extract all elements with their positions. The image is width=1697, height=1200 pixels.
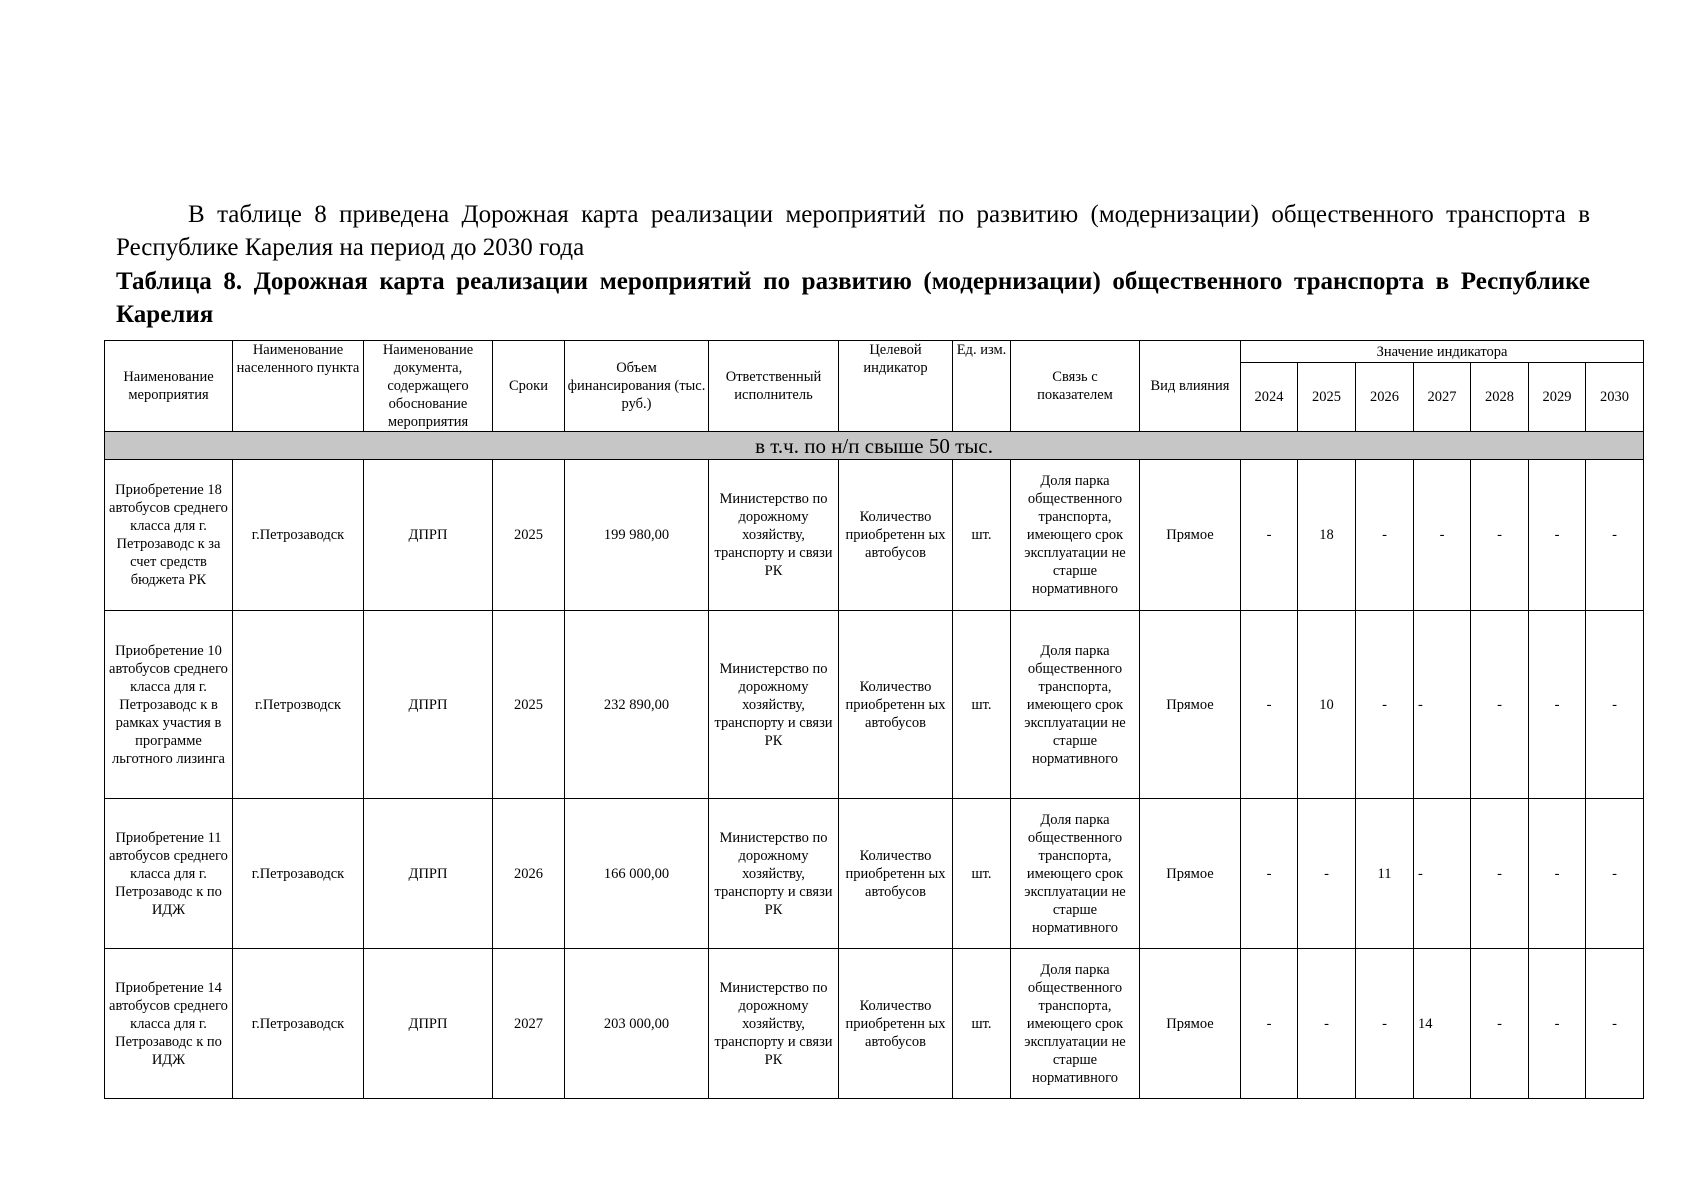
header-influence: Вид влияния — [1140, 341, 1241, 432]
intro-paragraph: В таблице 8 приведена Дорожная карта реализации мероприятий по развитию (модернизации) общественного транспорта в Республике Карелия на период до 2030 года — [116, 201, 1590, 261]
cell-value: - — [1586, 949, 1644, 1099]
header-settlement: Наименование населенного пункта — [233, 341, 364, 432]
cell-value: - — [1356, 611, 1414, 799]
header-year: 2024 — [1241, 363, 1298, 432]
cell-executor: Министерство по дорожному хозяйству, транспорту и связи РК — [709, 799, 839, 949]
header-year: 2030 — [1586, 363, 1644, 432]
cell-value: - — [1241, 611, 1298, 799]
cell-indicator: Количество приобретенн ых автобусов — [839, 799, 953, 949]
header-year: 2026 — [1356, 363, 1414, 432]
cell-value: - — [1356, 949, 1414, 1099]
cell-influence: Прямое — [1140, 611, 1241, 799]
table-row — [105, 949, 1644, 1099]
header-unit: Ед. изм. — [953, 341, 1011, 432]
cell-link: Доля парка общественного транспорта, имеющего срок эксплуатации не старше нормативного — [1011, 611, 1140, 799]
cell-value: - — [1241, 949, 1298, 1099]
header-year: 2025 — [1298, 363, 1356, 432]
cell-event: Приобретение 18 автобусов среднего класса для г. Петрозаводс к за счет средств бюджета РК — [105, 460, 233, 611]
cell-document: ДПРП — [364, 799, 493, 949]
cell-value: - — [1241, 799, 1298, 949]
cell-value: - — [1414, 799, 1471, 949]
cell-settlement: г.Петрозаводск — [233, 949, 364, 1099]
cell-value: 14 — [1414, 949, 1471, 1099]
cell-value: - — [1414, 460, 1471, 611]
cell-value: - — [1471, 460, 1529, 611]
cell-value: - — [1529, 611, 1586, 799]
cell-link: Доля парка общественного транспорта, имеющего срок эксплуатации не старше нормативного — [1011, 799, 1140, 949]
group-row — [105, 432, 1644, 460]
header-document: Наименование документа, содержащего обоснование мероприятия — [364, 341, 493, 432]
cell-value: - — [1586, 460, 1644, 611]
cell-value: 18 — [1298, 460, 1356, 611]
cell-unit: шт. — [953, 949, 1011, 1099]
cell-value: - — [1298, 949, 1356, 1099]
cell-value: - — [1529, 799, 1586, 949]
cell-executor: Министерство по дорожному хозяйству, транспорту и связи РК — [709, 611, 839, 799]
header-indicator-value: Значение индикатора — [1241, 341, 1644, 363]
cell-financing: 166 000,00 — [565, 799, 709, 949]
table-title: Таблица 8. Дорожная карта реализации мероприятий по развитию (модернизации) общественного транспорта в Республике Карелия — [116, 268, 1590, 328]
cell-term: 2026 — [493, 799, 565, 949]
header-event-name: Наименование мероприятия — [105, 341, 233, 432]
cell-indicator: Количество приобретенн ых автобусов — [839, 949, 953, 1099]
cell-value: - — [1471, 949, 1529, 1099]
cell-value: - — [1586, 799, 1644, 949]
table-row — [105, 460, 1644, 611]
group-label: в т.ч. по н/п свыше 50 тыс. — [105, 432, 1644, 460]
table-row — [105, 799, 1644, 949]
cell-influence: Прямое — [1140, 799, 1241, 949]
header-year: 2027 — [1414, 363, 1471, 432]
cell-document: ДПРП — [364, 949, 493, 1099]
cell-value: - — [1529, 460, 1586, 611]
header-link: Связь с показателем — [1011, 341, 1140, 432]
cell-event: Приобретение 14 автобусов среднего класса для г. Петрозаводс к по ИДЖ — [105, 949, 233, 1099]
cell-indicator: Количество приобретенн ых автобусов — [839, 460, 953, 611]
cell-link: Доля парка общественного транспорта, имеющего срок эксплуатации не старше нормативного — [1011, 949, 1140, 1099]
cell-value: - — [1241, 460, 1298, 611]
cell-value: - — [1529, 949, 1586, 1099]
header-executor: Ответственный исполнитель — [709, 341, 839, 432]
cell-financing: 199 980,00 — [565, 460, 709, 611]
cell-document: ДПРП — [364, 611, 493, 799]
cell-executor: Министерство по дорожному хозяйству, транспорту и связи РК — [709, 460, 839, 611]
cell-influence: Прямое — [1140, 460, 1241, 611]
cell-financing: 203 000,00 — [565, 949, 709, 1099]
cell-unit: шт. — [953, 460, 1011, 611]
cell-event: Приобретение 10 автобусов среднего класса для г. Петрозаводс к в рамках участия в программе льготного лизинга — [105, 611, 233, 799]
cell-term: 2027 — [493, 949, 565, 1099]
cell-executor: Министерство по дорожному хозяйству, транспорту и связи РК — [709, 949, 839, 1099]
header-year: 2029 — [1529, 363, 1586, 432]
cell-value: - — [1414, 611, 1471, 799]
roadmap-table — [104, 340, 1644, 1099]
cell-value: - — [1471, 799, 1529, 949]
cell-settlement: г.Петрозаводск — [233, 799, 364, 949]
cell-value: - — [1471, 611, 1529, 799]
header-financing: Объем финансирования (тыс. руб.) — [565, 341, 709, 432]
cell-value: - — [1586, 611, 1644, 799]
cell-value: - — [1356, 460, 1414, 611]
cell-value: 11 — [1356, 799, 1414, 949]
cell-financing: 232 890,00 — [565, 611, 709, 799]
cell-event: Приобретение 11 автобусов среднего класса для г. Петрозаводс к по ИДЖ — [105, 799, 233, 949]
header-year: 2028 — [1471, 363, 1529, 432]
cell-link: Доля парка общественного транспорта, имеющего срок эксплуатации не старше нормативного — [1011, 460, 1140, 611]
table-row — [105, 611, 1644, 799]
cell-value: - — [1298, 799, 1356, 949]
cell-term: 2025 — [493, 611, 565, 799]
cell-influence: Прямое — [1140, 949, 1241, 1099]
header-indicator: Целевой индикатор — [839, 341, 953, 432]
cell-indicator: Количество приобретенн ых автобусов — [839, 611, 953, 799]
cell-term: 2025 — [493, 460, 565, 611]
cell-document: ДПРП — [364, 460, 493, 611]
cell-unit: шт. — [953, 799, 1011, 949]
header-terms: Сроки — [493, 341, 565, 432]
cell-settlement: г.Петрозаводск — [233, 460, 364, 611]
cell-settlement: г.Петрозводск — [233, 611, 364, 799]
cell-value: 10 — [1298, 611, 1356, 799]
cell-unit: шт. — [953, 611, 1011, 799]
